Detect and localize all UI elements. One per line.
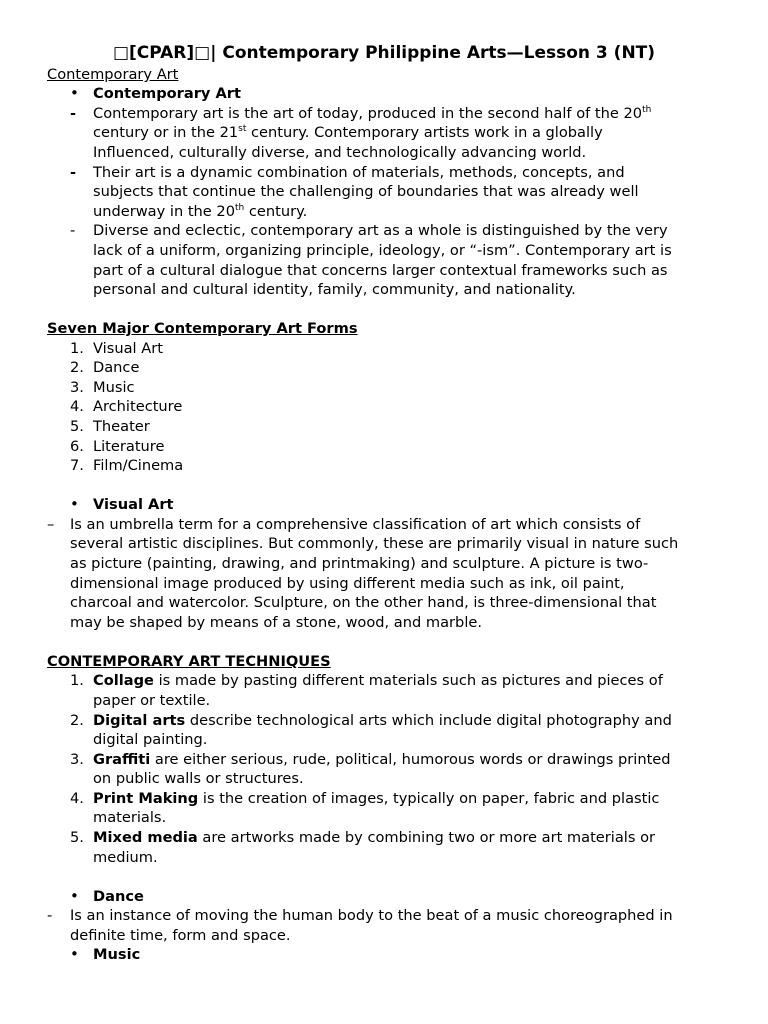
- dash-icon: -: [70, 222, 76, 239]
- bullet-title-music: Music: [93, 946, 141, 963]
- bullet-icon: •: [70, 84, 79, 102]
- art-form-item: Theater: [93, 418, 150, 435]
- technique-item: Collage is made by pasting different materials such as pictures and pieces of: [93, 672, 663, 689]
- technique-item: Graffiti are either serious, rude, political, humorous words or drawings printed: [93, 751, 671, 768]
- art-form-item: Visual Art: [93, 340, 163, 357]
- bullet-title-contemporary-art: Contemporary Art: [93, 85, 241, 102]
- list-number: 3.: [70, 751, 84, 768]
- technique-item-cont: paper or textile.: [93, 692, 211, 709]
- title-prefix: □[CPAR]□: [112, 43, 211, 63]
- dash-icon: –: [47, 516, 55, 533]
- technique-item-cont: digital painting.: [93, 731, 208, 748]
- paragraph-line: Contemporary art is the art of today, produced in the second half of the 20th: [93, 105, 652, 122]
- paragraph-line: lack of a uniform, organizing principle, ideology, or “-ism”. Contemporary art is: [93, 242, 672, 259]
- list-number: 2.: [70, 712, 84, 729]
- paragraph-line: personal and cultural identity, family, community, and nationality.: [93, 281, 576, 298]
- paragraph-line: charcoal and watercolor. Sculpture, on the other hand, is three-dimensional that: [70, 594, 657, 611]
- technique-item: Digital arts describe technological arts which include digital photography and: [93, 712, 672, 729]
- technique-item-cont: medium.: [93, 849, 158, 866]
- paragraph-line: definite time, form and space.: [70, 927, 291, 944]
- art-form-item: Music: [93, 379, 135, 396]
- paragraph-line: dimensional image produced by using different media such as ink, oil paint,: [70, 575, 625, 592]
- list-number: 2.: [70, 359, 84, 376]
- list-number: 5.: [70, 418, 84, 435]
- technique-item-cont: on public walls or structures.: [93, 770, 304, 787]
- art-form-item: Film/Cinema: [93, 457, 184, 474]
- list-number: 1.: [70, 672, 84, 689]
- paragraph-line: as picture (painting, drawing, and printmaking) and sculpture. A picture is two-: [70, 555, 649, 572]
- bullet-icon: •: [70, 495, 79, 513]
- paragraph-line: subjects that continue the challenging of boundaries that was already well: [93, 183, 639, 200]
- bullet-icon: •: [70, 945, 79, 963]
- paragraph-line: Diverse and eclectic, contemporary art as a whole is distinguished by the very: [93, 222, 668, 239]
- paragraph-line: Is an instance of moving the human body to the beat of a music choreographed in: [70, 907, 673, 924]
- paragraph-line: may be shaped by means of a stone, wood, and marble.: [70, 614, 482, 631]
- list-number: 5.: [70, 829, 84, 846]
- list-number: 6.: [70, 438, 84, 455]
- list-number: 4.: [70, 790, 84, 807]
- art-form-item: Dance: [93, 359, 140, 376]
- paragraph-line: part of a cultural dialogue that concerns larger contextual frameworks such as: [93, 262, 668, 279]
- title-main: | Contemporary Philippine Arts—Lesson 3 (NT): [210, 43, 656, 63]
- art-form-item: Architecture: [93, 398, 183, 415]
- bullet-icon: •: [70, 887, 79, 905]
- paragraph-line: Is an umbrella term for a comprehensive classification of art which consists of: [70, 516, 641, 533]
- list-number: 4.: [70, 398, 84, 415]
- list-number: 7.: [70, 457, 84, 474]
- technique-item: Mixed media are artworks made by combining two or more art materials or: [93, 829, 656, 846]
- dash-icon: -: [70, 105, 77, 122]
- section-heading-techniques: CONTEMPORARY ART TECHNIQUES: [47, 653, 331, 670]
- list-number: 3.: [70, 379, 84, 396]
- paragraph-line: Their art is a dynamic combination of materials, methods, concepts, and: [93, 164, 625, 181]
- section-heading-contemporary-art: Contemporary Art: [47, 66, 179, 83]
- technique-item-cont: materials.: [93, 809, 167, 826]
- dash-icon: -: [70, 164, 77, 181]
- paragraph-line: century or in the 21st century. Contemporary artists work in a globally: [93, 124, 603, 141]
- art-form-item: Literature: [93, 438, 165, 455]
- paragraph-line: underway in the 20th century.: [93, 203, 308, 220]
- dash-icon: -: [47, 907, 53, 924]
- page-title: [0, 42, 768, 64]
- bullet-title-visual-art: Visual Art: [93, 496, 174, 513]
- paragraph-line: Influenced, culturally diverse, and technologically advancing world.: [93, 144, 587, 161]
- list-number: 1.: [70, 340, 84, 357]
- paragraph-line: several artistic disciplines. But commonly, these are primarily visual in nature such: [70, 535, 679, 552]
- technique-item: Print Making is the creation of images, typically on paper, fabric and plastic: [93, 790, 660, 807]
- bullet-title-dance: Dance: [93, 888, 144, 905]
- section-heading-art-forms: Seven Major Contemporary Art Forms: [47, 320, 358, 337]
